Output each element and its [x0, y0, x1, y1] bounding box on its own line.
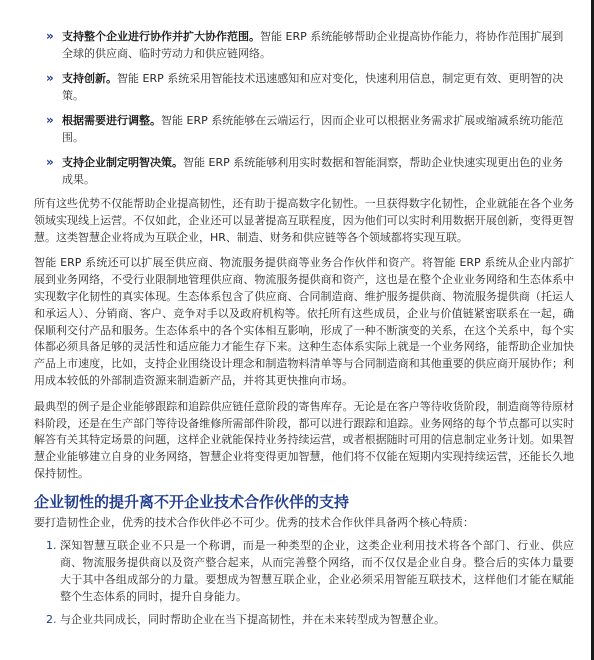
bullet-text: 智能 ERP 系统能够利用实时数据和智能洞察，帮助企业快速实现更出色的业务成果。: [62, 156, 564, 186]
bullet-text: 智能 ERP 系统采用智能技术迅速感知和应对变化，快速利用信息，制定更有效、更明智的决策。: [62, 72, 564, 102]
bullet-bold-lead: 支持创新。: [62, 72, 117, 85]
bullet-item: [34, 70, 574, 104]
item-number: 2.: [46, 612, 57, 626]
chevron-double-right-icon: »: [46, 113, 54, 127]
benefit-bullet-list: [34, 28, 574, 188]
document-content: [34, 28, 574, 634]
numbered-item: [34, 611, 574, 628]
item-number: 1.: [46, 538, 57, 552]
bullet-text: 智能 ERP 系统能够在云端运行，因而企业可以根据业务需求扩展或缩减系统功能范围。: [62, 114, 564, 144]
numbered-list: [34, 537, 574, 628]
chevron-double-right-icon: »: [46, 29, 54, 43]
item-text: 深知智慧互联企业不只是一个称谓，而是一种类型的企业，这类企业利用技术将各个部门、行业、供应商、物流服务提供商以及资产整合起来，从而完善整个网络，而不仅仅是企业自身。整合后的实体力量要大于其中各组成部分的力量。要想成为智慧互联企业，企业必须采用智能互联技术，这样他们才能在赋能整个生态体系的同时，提升自身能力。: [60, 538, 574, 603]
body-paragraph: 智能 ERP 系统还可以扩展至供应商、物流服务提供商等业务合作伙伴和资产。将智能 ERP 系统从企业内部扩展到业务网络，不受行业限制地管理供应商、物流服务提供商和资产，这也是在整个企业业务网络和生态体系中实现数字化韧性的真实体现。生态体系包含了供应商、合同制造商、维护服务提供商、物流服务提供商（托运人和承运人）、分销商、客户、竞争对手以及政府机构等。依托所有这些成员，企业与价值链紧密联系在一起，确保顺利交付产品和服务。生态体系中的各个实体相互影响，形成了一种不断演变的关系，在这个关系中，每个实体都必须具备足够的灵活性和适应能力才能生存下来。这种生态体系实际上就是一个业务网络，能帮助企业加快产品上市速度，比如，支持企业围绕设计理念和制造物料清单等与合同制造商和其他重要的供应商开展协作；利用成本较低的外部制造资源来制造新产品，并将其更快推向市场。: [34, 256, 574, 387]
body-paragraph: 所有这些优势不仅能帮助企业提高韧性，还有助于提高数字化韧性。一旦获得数字化韧性，企业就能在各个业务领域实现线上运营。不仅如此，企业还可以显著提高互联程度，因为他们可以实时利用数据开展创新，变得更智慧。这类智慧企业将成为互联企业，HR、制造、财务和供应链等各个领域都将实现互联。: [34, 197, 574, 244]
section-heading: 企业韧性的提升离不开企业技术合作伙伴的支持: [34, 492, 350, 511]
bullet-item: [34, 28, 574, 62]
chevron-double-right-icon: »: [46, 71, 54, 85]
section-intro: 要打造韧性企业，优秀的技术合作伙伴必不可少。优秀的技术合作伙伴具备两个核心特质：: [34, 515, 474, 529]
body-paragraph: 最典型的例子是企业能够跟踪和追踪供应链任意阶段的寄售库存。无论是在客户等待收货阶段，制造商等待原材料阶段，还是在生产部门等待设备维修所需部件阶段，都可以进行跟踪和追踪。业务网络的每个节点都可以实时解答有关其特定场景的问题，这样企业就能保持业务持续运营，或者根据随时可用的信息制定业务计划。如果智慧企业能够建立自身的业务网络，智慧企业将变得更加智慧，他们将不仅能在短期内实现持续运营，还能长久地保持韧性。: [34, 399, 574, 480]
bullet-bold-lead: 根据需要进行调整。: [62, 114, 161, 127]
bullet-item: [34, 154, 574, 188]
bullet-item: [34, 112, 574, 146]
item-text: 与企业共同成长，同时帮助企业在当下提高韧性，并在未来转型成为智慧企业。: [60, 612, 445, 626]
numbered-item: [34, 537, 574, 605]
bullet-text: 智能 ERP 系统能够帮助企业提高协作能力，将协作范围扩展到全球的供应商、临时劳动力和供应链网络。: [62, 30, 564, 60]
chevron-double-right-icon: »: [46, 155, 54, 169]
bullet-bold-lead: 支持企业制定明智决策。: [62, 156, 183, 169]
bullet-bold-lead: 支持整个企业进行协作并扩大协作范围。: [62, 30, 260, 43]
